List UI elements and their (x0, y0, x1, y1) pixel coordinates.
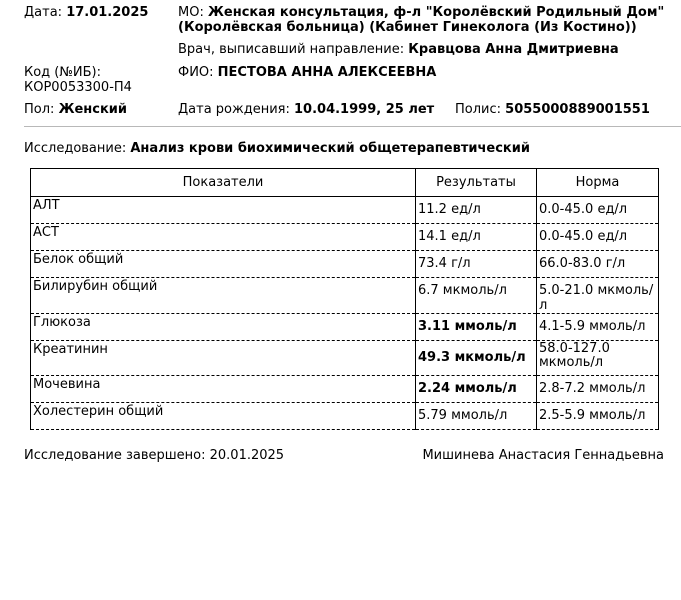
result-value: 3.11 ммоль/л (416, 314, 537, 341)
mo-field-cont (178, 19, 637, 36)
norm-value-line1: 58.0-127.0 (539, 341, 610, 356)
code-label: Код (№ИБ): (24, 65, 101, 80)
fio-label: ФИО: (178, 65, 214, 80)
mo-value-line1: Женская консультация, ф-л "Королёвский Родильный Дом" (207, 5, 665, 20)
table-header-row (31, 169, 659, 197)
result-value: 5.79 ммоль/л (416, 403, 537, 430)
doctor-field (178, 41, 619, 58)
table-row (31, 403, 659, 430)
indicator-name: Холестерин общий (31, 403, 416, 430)
table-row (31, 341, 659, 376)
indicator-name: Глюкоза (31, 314, 416, 341)
header-indicators: Показатели (31, 169, 416, 197)
norm-value: 66.0-83.0 г/л (537, 251, 659, 278)
result-value: 14.1 ед/л (416, 224, 537, 251)
table-row (31, 278, 659, 314)
norm-value: 4.1-5.9 ммоль/л (537, 314, 659, 341)
result-value: 49.3 мкмоль/л (416, 341, 537, 376)
policy-label: Полис: (455, 102, 502, 117)
date-label: Дата: (24, 5, 63, 20)
header-results: Результаты (416, 169, 537, 197)
indicator-name: АСТ (31, 224, 416, 251)
date-field (24, 4, 148, 21)
completed-date: Исследование завершено: 20.01.2025 (24, 448, 285, 463)
study-label: Исследование: (24, 141, 127, 156)
indicator-name: АЛТ (31, 197, 416, 224)
norm-value: 5.0-21.0 мкмоль/л (537, 278, 659, 314)
study-title (24, 140, 530, 157)
birth-label: Дата рождения: (178, 102, 290, 117)
fio-value: ПЕСТОВА АННА АЛЕКСЕЕВНА (217, 65, 437, 80)
norm-value: 2.8-7.2 ммоль/л (537, 376, 659, 403)
table-row (31, 197, 659, 224)
norm-value: 2.5-5.9 ммоль/л (537, 403, 659, 430)
table-row (31, 224, 659, 251)
doctor-value: Кравцова Анна Дмитриевна (408, 42, 619, 57)
sex-value: Женский (58, 102, 128, 117)
policy-value: 5055000889001551 (505, 102, 650, 117)
header-divider (24, 126, 681, 127)
indicator-name: Мочевина (31, 376, 416, 403)
code-value: КОР0053300-П4 (24, 80, 132, 95)
table-row (31, 251, 659, 278)
result-value: 6.7 мкмоль/л (416, 278, 537, 314)
result-value: 11.2 ед/л (416, 197, 537, 224)
results-table (30, 168, 659, 430)
mo-label: МО: (178, 5, 204, 20)
indicator-name: Билирубин общий (31, 278, 416, 314)
fio-field (178, 64, 436, 81)
sex-label: Пол: (24, 102, 55, 117)
sex-field (24, 101, 127, 118)
signer-name: Мишинева Анастасия Геннадьевна (422, 448, 664, 463)
norm-value-line2: мкмоль/л (539, 355, 604, 370)
table-row (31, 376, 659, 403)
birth-value: 10.04.1999, 25 лет (294, 102, 435, 117)
date-value: 17.01.2025 (66, 5, 149, 20)
norm-value (537, 341, 659, 376)
indicator-name: Креатинин (31, 341, 416, 376)
indicator-name: Белок общий (31, 251, 416, 278)
doctor-label: Врач, выписавший направление: (178, 42, 405, 57)
table-row (31, 314, 659, 341)
mo-value-line2: (Королёвская больница) (Кабинет Гинеколога (Из Костино)) (178, 20, 637, 35)
norm-value: 0.0-45.0 ед/л (537, 197, 659, 224)
result-value: 73.4 г/л (416, 251, 537, 278)
study-value: Анализ крови биохимический общетерапевтический (130, 141, 530, 156)
birth-field (178, 101, 434, 118)
header-norm: Норма (537, 169, 659, 197)
norm-value: 0.0-45.0 ед/л (537, 224, 659, 251)
result-value: 2.24 ммоль/л (416, 376, 537, 403)
policy-field (455, 101, 650, 118)
